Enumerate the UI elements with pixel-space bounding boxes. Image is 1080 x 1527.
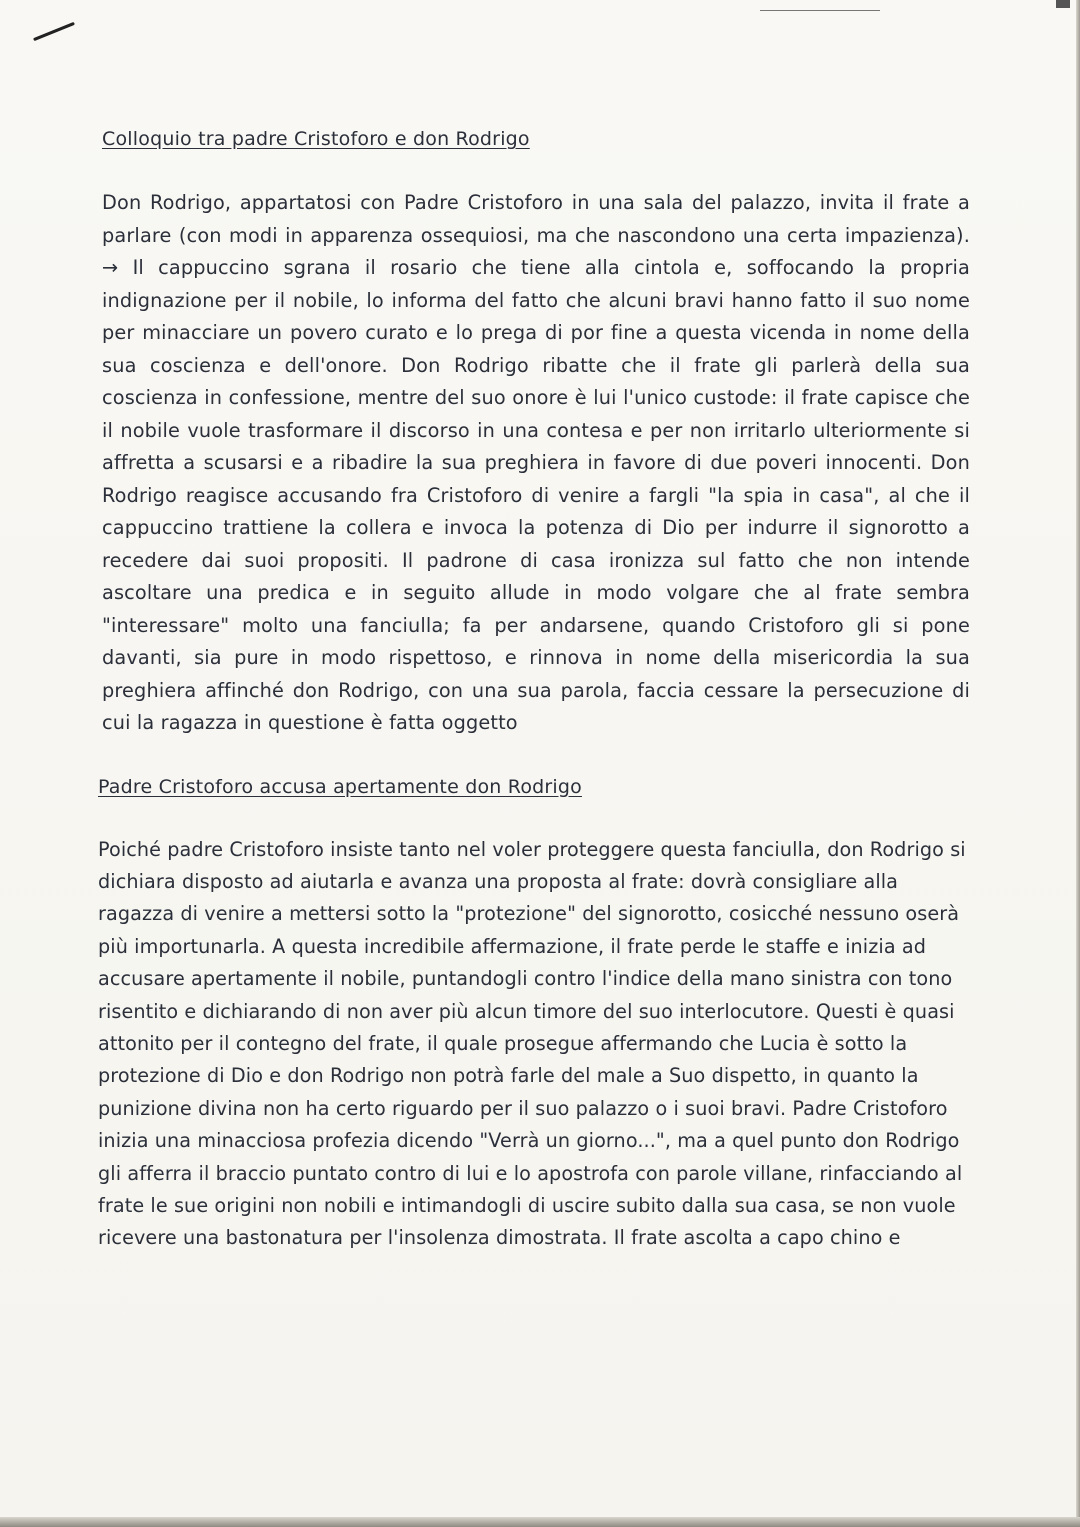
section-title-accusa: Padre Cristoforo accusa apertamente don Rodrigo — [98, 775, 582, 798]
section-title-colloquio: Colloquio tra padre Cristoforo e don Rodrigo — [102, 128, 530, 150]
section-paragraph-accusa: Poiché padre Cristoforo insiste tanto nel voler proteggere questa fanciulla, don Rodrigo si dichiara disposto ad aiutarla e avanza una proposta al frate: dovrà consigliare alla ragazza di venire a mettersi sotto la "protezione" del signorotto, cosicché nessuno oserà più importunarla. A questa incredibile affermazione, il frate perde le staffe e inizia ad accusare apertamente il nobile, puntandogli contro l'indice della mano sinistra con tono risentito e dichiarando di non aver più alcun timore del suo interlocutore. Questi è quasi attonito per il contegno del frate, il quale prosegue affermando che Lucia è sotto la protezione di Dio e don Rodrigo non potrà farle del male a Suo dispetto, in quanto la punizione divina non ha certo riguardo per il suo palazzo o i suoi bravi. Padre Cristoforo inizia una minacciosa profezia dicendo "Verrà un giorno...", ma a quel punto don Rodrigo gli afferra il braccio puntato contro di lui e lo apostrofa con parole villane, rinfacciando al frate le sue origini non nobili e intimandogli di uscire subito dalla sua casa, se non vuole ricevere una bastonatura per l'insolenza dimostrata. Il frate ascolta a capo chino e — [98, 837, 966, 1250]
document-body — [98, 128, 970, 1255]
page-edge-bottom — [0, 1517, 1080, 1527]
section-paragraph-colloquio: Don Rodrigo, appartatosi con Padre Cristoforo in una sala del palazzo, invita il frate a parlare (con modi in apparenza ossequiosi, ma che nascondono una certa impazienza). → Il cappuccino sgrana il rosario che tiene alla cintola e, soffocando la propria indignazione per il nobile, lo informa del fatto che alcuni bravi hanno fatto il suo nome per minacciare un povero curato e lo prega di por fine a questa vicenda in nome della sua coscienza e dell'onore. Don Rodrigo ribatte che il frate gli parlerà della sua coscienza in confessione, mentre del suo onore è lui l'unico custode: il frate capisce che il nobile vuole trasformare il discorso in una contesa e per non irritarlo ulteriormente si affretta a scusarsi e a ribadire la sua preghiera in favore di due poveri innocenti. Don Rodrigo reagisce accusando fra Cristoforo di venire a fargli "la spia in casa", al che il cappuccino trattiene la collera e invoca la potenza di Dio per indurre il signorotto a recedere dai suoi propositi. Il padrone di casa ironizza sul fatto che non intende ascoltare una predica e in seguito allude in modo volgare che al frate sembra "interessare" molto una fanciulla; fa per andarsene, quando Cristoforo gli si pone davanti, sia pure in modo rispettoso, e rinnova in nome della misericordia la sua preghiera affinché don Rodrigo, con una sua parola, faccia cessare la persecuzione di cui la ragazza in questione è fatta oggetto — [102, 191, 970, 734]
scan-line — [760, 10, 880, 11]
pen-mark — [33, 22, 75, 41]
corner-mark — [1056, 0, 1070, 8]
page-edge-right — [1076, 0, 1080, 1527]
